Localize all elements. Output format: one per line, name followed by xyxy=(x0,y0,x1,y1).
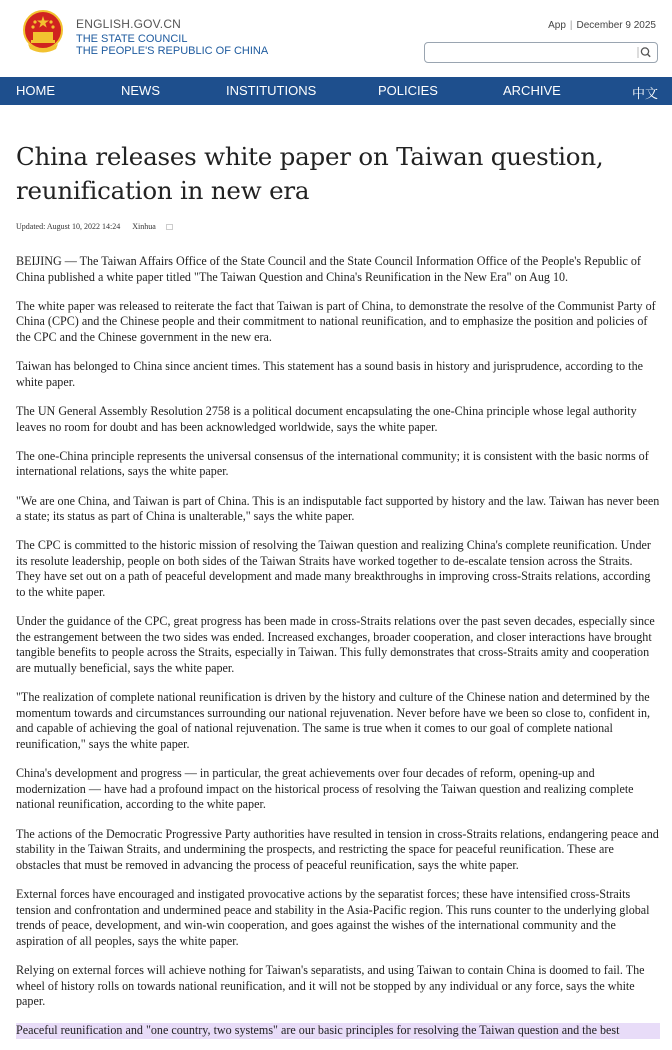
top-right-links xyxy=(548,20,656,31)
article-paragraph: The one-China principle represents the universal consensus of the international community; it is consistent with the basic norms of international relations, says the white paper. xyxy=(16,448,649,479)
share-icon[interactable] xyxy=(166,224,173,230)
article-meta xyxy=(16,222,660,234)
nav-institutions[interactable]: INSTITUTIONS xyxy=(226,83,317,98)
article-paragraph: The white paper was released to reiterate the fact that Taiwan is part of China, to demonstrate the resolve of the Communist Party of China (CPC) and the Chinese people and their commitment to national reunification, and to emphasize the position and policies of the CPC and the Chinese government in the new era. xyxy=(16,298,656,344)
search-icon[interactable] xyxy=(636,45,652,60)
nav-chinese[interactable]: 中文 xyxy=(632,86,659,101)
article-body xyxy=(16,254,660,1039)
article-paragraph: Relying on external forces will achieve nothing for Taiwan's separatists, and using Taiwan to contain China is doomed to fail. The wheel of history rolls on towards national reunification, and it will not be stopped by any individual or any force, says the white paper. xyxy=(16,962,645,1009)
article-paragraph: The CPC is committed to the historic mission of resolving the Taiwan question and realizing China's complete reunification. Under its resolute leadership, people on both sides of the Taiwan Straits have worked together to de-escalate tension across the Straits. They have set out on a path of peaceful development and made many breakthroughs in improving cross-Straits relations, according to the white paper. xyxy=(16,538,651,600)
nav-archive[interactable]: ARCHIVE xyxy=(503,83,561,98)
article-paragraph: "We are one China, and Taiwan is part of China. This is an indisputable fact supported by history and the law. Taiwan has never been a state; its status as part of China is unalterable," says the white paper. xyxy=(16,493,660,524)
search-input[interactable] xyxy=(431,45,631,60)
article-paragraph: China's development and progress — in particular, the great achievements over four decades of reform, opening-up and modernization — have had a profound impact on the historical process of resolving the Taiwan question and realizing complete national reunification, according to the white paper. xyxy=(16,766,634,812)
nav-news[interactable]: NEWS xyxy=(121,83,160,98)
council-line-1: THE STATE COUNCIL xyxy=(76,33,188,45)
app-link[interactable]: App xyxy=(548,20,566,31)
current-date: December 9 2025 xyxy=(576,20,656,31)
article xyxy=(16,140,660,1050)
site-brand[interactable] xyxy=(76,18,268,58)
site-domain: ENGLISH.GOV.CN xyxy=(76,17,182,31)
article-paragraph: "The realization of complete national reunification is driven by the history and culture of the Chinese nation and determined by the momentum towards and circumstances surrounding our national rejuvenation. Never before have we been so close to, confident in, and capable of achieving the goal of national rejuvenation. The same is true when it comes to our goal of complete national reunification," says the white paper. xyxy=(16,690,651,751)
updated-timestamp: Updated: August 10, 2022 14:24 xyxy=(16,222,121,231)
article-source: Xinhua xyxy=(132,222,156,231)
separator: | xyxy=(569,20,573,31)
article-paragraph: BEIJING — The Taiwan Affairs Office of the State Council and the State Council Information Office of the People's Republic of China published a white paper titled "The Taiwan Question and China's Reunification in the New Era" on Aug 10. xyxy=(16,254,641,284)
council-line-2: THE PEOPLE'S REPUBLIC OF CHINA xyxy=(76,45,269,57)
article-paragraph: Under the guidance of the CPC, great progress has been made in cross-Straits relations over the past seven decades, especially since the estrangement between the two sides was ended. Increased exchanges, broader cooperation, and closer interactions have brought tangible benefits to people across the Straits, especially in Taiwan. This fully demonstrates that cross-Straits amity and cooperation are mutually beneficial, says the white paper. xyxy=(16,614,655,676)
article-paragraph-highlighted: Peaceful reunification and "one country, two systems" are our basic principles for resolving the Taiwan question and the best xyxy=(16,1023,660,1039)
article-paragraph: The actions of the Democratic Progressive Party authorities have resulted in tension in cross-Straits relations, endangering peace and stability in the Taiwan Straits, and undermining the prospects, and restricting the space for peaceful reunification. These are obstacles that must be removed in advancing the process of peaceful reunification, says the white paper. xyxy=(16,826,659,872)
national-emblem-icon[interactable] xyxy=(22,8,64,56)
article-paragraph: Taiwan has belonged to China since ancient times. This statement has a sound basis in history and jurisprudence, according to the white paper. xyxy=(16,359,643,389)
main-nav xyxy=(0,77,672,105)
article-title: China releases white paper on Taiwan question, reunification in new era xyxy=(16,142,604,205)
site-header xyxy=(0,0,672,78)
article-paragraph: The UN General Assembly Resolution 2758 is a political document encapsulating the one-China principle whose legal authority leaves no room for doubt and has been acknowledged worldwide, says the white paper. xyxy=(16,403,637,434)
nav-policies[interactable]: POLICIES xyxy=(378,83,438,98)
search-box[interactable] xyxy=(424,42,658,63)
article-paragraph: External forces have encouraged and instigated provocative actions by the separatist forces; these have intensified cross-Straits tension and confrontation and undermined peace and stability in the Asia-Pacific region. This runs counter to the underlying global trends of peace, development, and win-win cooperation, and goes against the wishes of the international community and the aspiration of all peoples, says the white paper. xyxy=(16,886,650,948)
nav-home[interactable]: HOME xyxy=(16,83,55,98)
